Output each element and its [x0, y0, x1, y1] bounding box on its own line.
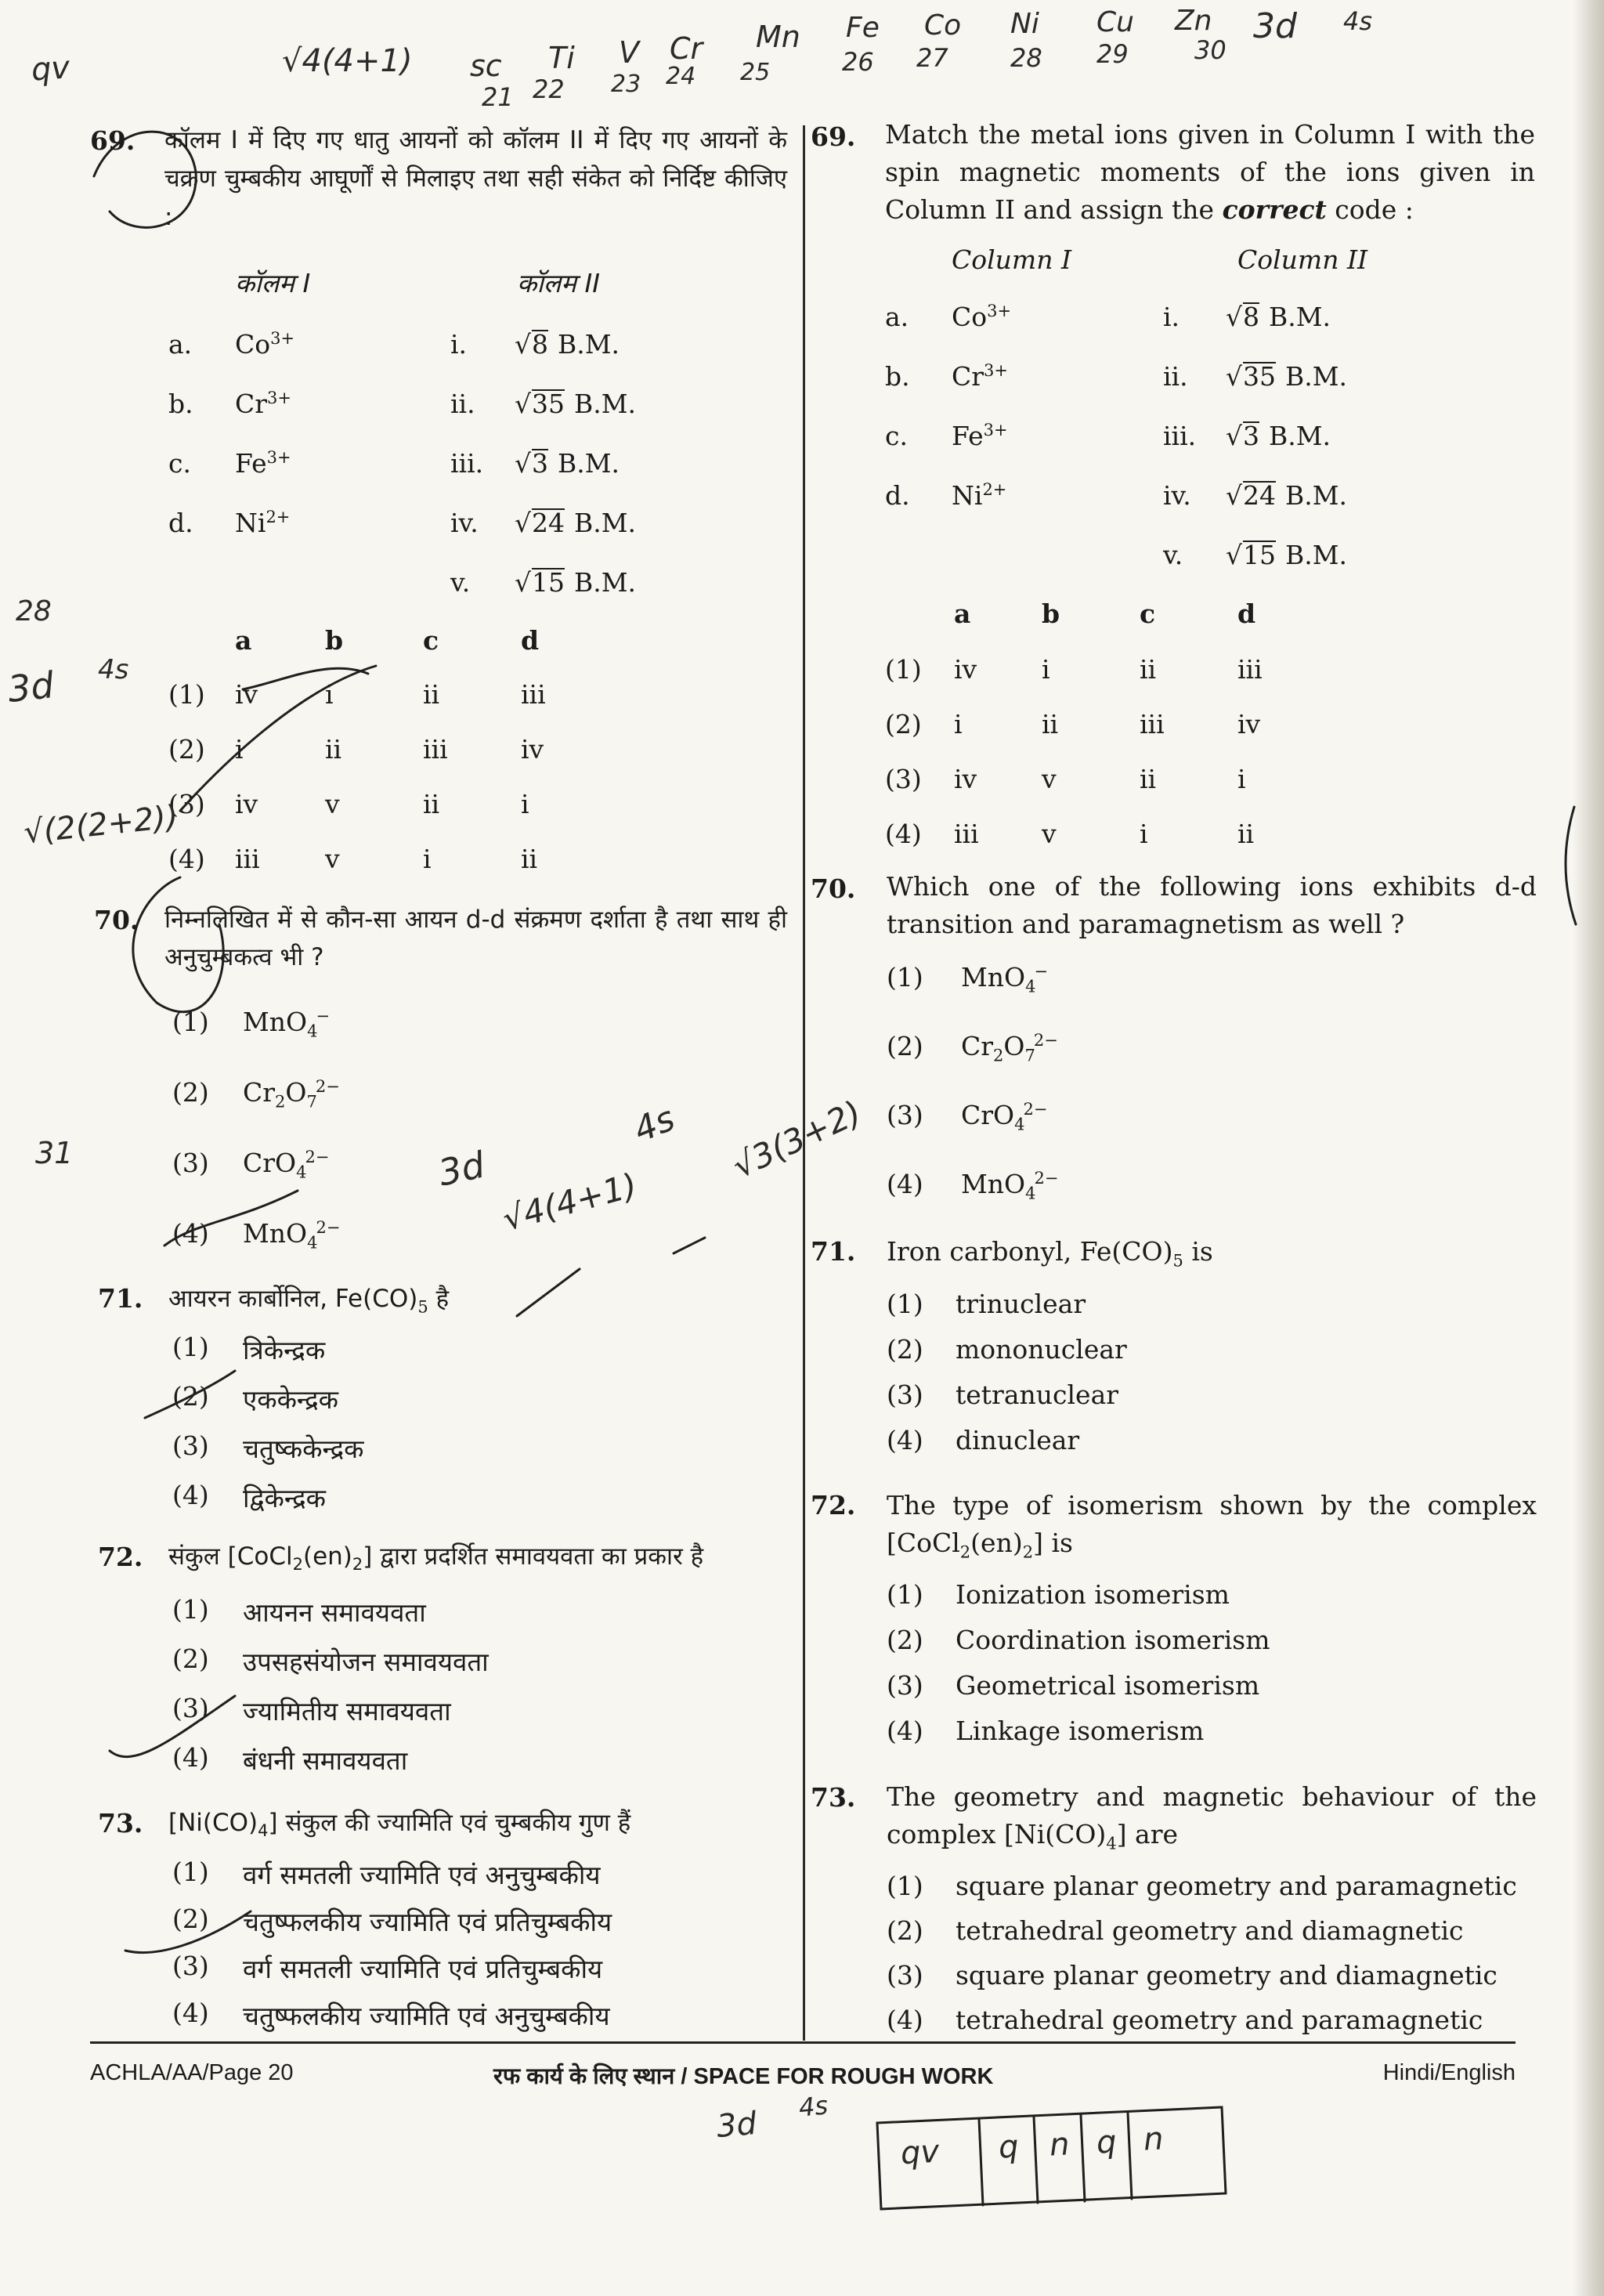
- row-letter: c.: [168, 448, 191, 479]
- option-number: (3): [887, 1960, 923, 1990]
- formula-part: O: [285, 1077, 307, 1108]
- handwritten-note: 28: [16, 595, 52, 627]
- sqrt-value: 24: [1243, 480, 1277, 511]
- formula-sub: 4: [1025, 1184, 1036, 1203]
- option-code: iv: [521, 734, 544, 765]
- tick-mark: [125, 1911, 251, 1953]
- handwritten-note: 23: [611, 71, 641, 98]
- sqrt-sign: √: [515, 508, 532, 538]
- option-text: चतुष्ककेन्द्रक: [243, 1434, 364, 1464]
- handwritten-note: 4s: [1343, 6, 1373, 36]
- question-number: 72.: [811, 1490, 856, 1520]
- option-number: (1): [172, 1857, 209, 1887]
- option-code: ii: [423, 789, 440, 819]
- option-text: Ionization isomerism: [956, 1579, 1230, 1610]
- tick-mark: [164, 1191, 298, 1246]
- ion-charge: 3+: [266, 448, 291, 467]
- bracket-mark: [1566, 807, 1576, 924]
- row-roman: i.: [1163, 302, 1180, 332]
- option-code: iii: [1140, 709, 1165, 739]
- option-number: (3): [887, 1670, 923, 1701]
- unit: B.M.: [1285, 480, 1348, 511]
- sqrt-value: 15: [532, 567, 565, 598]
- handwritten-note: Fe: [846, 12, 880, 44]
- handwritten-note: Zn: [1175, 5, 1212, 37]
- handwritten-note: q: [997, 2128, 1020, 2166]
- option-text: आयनन समावयवता: [243, 1597, 426, 1628]
- handwritten-note: 4s: [98, 654, 129, 685]
- option-code: iii: [521, 679, 546, 710]
- row-roman: iii.: [450, 448, 484, 479]
- option-code: i: [423, 844, 432, 874]
- option-number: (4): [172, 1998, 209, 2028]
- option-text: Coordination isomerism: [956, 1625, 1270, 1655]
- formula-part: MnO: [243, 1007, 308, 1037]
- option-text: dinuclear: [956, 1425, 1080, 1455]
- row-letter: a.: [885, 302, 909, 332]
- handwritten-note: 3d: [435, 1143, 489, 1195]
- code-header: d: [1237, 598, 1256, 629]
- tick-mark: [243, 668, 368, 689]
- ion-symbol: Fe: [952, 421, 984, 451]
- option-code: ii: [1140, 654, 1157, 685]
- formula-sub: 4: [307, 1233, 318, 1253]
- sqrt-value: 15: [1243, 540, 1277, 570]
- slash-mark: [517, 1269, 580, 1316]
- option-number: (4): [172, 1480, 209, 1510]
- row-roman: i.: [450, 329, 468, 360]
- handwritten-note: 25: [740, 59, 771, 86]
- option-number: (1): [885, 654, 922, 685]
- option-text: tetrahedral geometry and paramagnetic: [956, 2005, 1483, 2035]
- handwritten-note: 26: [842, 47, 874, 77]
- ion-symbol: Ni: [235, 508, 266, 538]
- handwritten-note: √4(4+1): [282, 43, 413, 79]
- option-code: ii: [521, 844, 538, 874]
- code-header: b: [325, 625, 344, 656]
- slash-mark: [674, 1238, 705, 1253]
- row-roman: iv.: [1163, 480, 1191, 511]
- question-number: 70.: [94, 905, 139, 935]
- option-text: mononuclear: [956, 1334, 1127, 1365]
- option-number: (1): [887, 1871, 923, 1901]
- option-number: (1): [887, 1579, 923, 1610]
- code-header: a: [235, 625, 252, 656]
- formula-part: CrO: [243, 1148, 297, 1178]
- formula-part: MnO: [961, 962, 1026, 993]
- formula-sub: 7: [1024, 1046, 1035, 1065]
- question-text: Which one of the following ions exhibits d-d transition and paramagnetism as well ?: [887, 871, 1537, 939]
- code-header: c: [423, 625, 439, 656]
- formula-sub: 4: [1025, 977, 1036, 996]
- formula-charge: −: [1034, 962, 1049, 981]
- option-number: (2): [172, 1077, 209, 1108]
- question-text: The type of isomerism shown by the complex $[CoCl_2(en)_2]$ is: [887, 1490, 1537, 1562]
- option-text: trinuclear: [956, 1289, 1086, 1319]
- option-code: iv: [954, 764, 977, 794]
- option-number: (1): [172, 1594, 209, 1625]
- handwritten-note: 27: [916, 43, 948, 73]
- column-heading: कॉलम II: [517, 268, 600, 298]
- option-number: (2): [887, 1031, 923, 1061]
- option-text: उपसहसंयोजन समावयवता: [243, 1647, 489, 1677]
- handwritten-note: Ti: [548, 41, 575, 75]
- handwritten-note: 28: [1010, 43, 1042, 73]
- option-number: (3): [172, 1148, 209, 1178]
- unit: B.M.: [1285, 540, 1348, 570]
- formula-charge: 2−: [1034, 1169, 1059, 1188]
- handwritten-note: 22: [533, 74, 565, 104]
- option-number: (2): [887, 1334, 923, 1365]
- row-roman: iv.: [450, 508, 479, 538]
- row-roman: iii.: [1163, 421, 1197, 451]
- option-number: (4): [168, 844, 205, 874]
- option-number: (3): [172, 1693, 209, 1723]
- ion-symbol: Cr: [235, 389, 268, 419]
- option-number: (3): [887, 1100, 923, 1130]
- handwritten-note: qv: [899, 2133, 941, 2172]
- column-heading: Column II: [1237, 244, 1368, 275]
- handwritten-note: Mn: [756, 20, 800, 54]
- unit: B.M.: [1269, 421, 1331, 451]
- option-code: v: [1042, 819, 1057, 849]
- answer-box: [877, 2107, 1226, 2209]
- handwritten-note: 3d: [5, 663, 56, 710]
- ion-symbol: Cr: [952, 361, 984, 392]
- option-code: i: [521, 789, 529, 819]
- option-number: (2): [887, 1625, 923, 1655]
- handwritten-note: √3(3+2): [726, 1093, 868, 1186]
- option-number: (4): [172, 1742, 209, 1773]
- formula-sub: 4: [1014, 1115, 1025, 1134]
- sqrt-value: 24: [532, 508, 565, 538]
- option-code: ii: [423, 679, 440, 710]
- option-number: (3): [172, 1430, 209, 1461]
- ion-charge: 2+: [266, 508, 291, 526]
- option-number: (3): [172, 1951, 209, 1981]
- footer-rough-work: रफ कार्य के लिए स्थान / SPACE FOR ROUGH WORK: [493, 2064, 994, 2089]
- tick-mark: [110, 1696, 235, 1757]
- option-number: (3): [168, 789, 205, 819]
- formula-sub: 4: [307, 1021, 318, 1041]
- option-code: iv: [1237, 709, 1261, 739]
- formula-charge: 2−: [305, 1148, 330, 1166]
- option-number: (1): [172, 1332, 209, 1362]
- unit: B.M.: [574, 508, 637, 538]
- option-code: i: [1042, 654, 1050, 685]
- option-text: square planar geometry and diamagnetic: [956, 1960, 1497, 1990]
- formula-charge: 2−: [1033, 1031, 1058, 1050]
- option-text: चतुष्फलकीय ज्यामिति एवं प्रतिचुम्बकीय: [243, 1907, 612, 1937]
- option-number: (3): [885, 764, 922, 794]
- formula-part: CrO: [961, 1100, 1015, 1130]
- unit: B.M.: [574, 567, 637, 598]
- option-code: ii: [325, 734, 342, 765]
- handwritten-note: 3d: [1253, 6, 1297, 46]
- tick-mark: [180, 666, 376, 811]
- ion-symbol: Co: [235, 329, 271, 360]
- ion-charge: 3+: [983, 421, 1008, 439]
- option-number: (4): [887, 1716, 923, 1746]
- formula-part: MnO: [961, 1169, 1026, 1199]
- footer-page-code: ACHLA/AA/Page 20: [90, 2060, 294, 2085]
- ion-charge: 3+: [984, 361, 1008, 380]
- question-number: 72.: [98, 1542, 143, 1572]
- handwritten-note: 24: [666, 63, 696, 90]
- sqrt-sign: √: [1226, 361, 1243, 392]
- option-number: (2): [887, 1915, 923, 1946]
- formula-charge: −: [316, 1007, 331, 1025]
- question-number: 69.: [90, 125, 135, 156]
- sqrt-value: 35: [532, 389, 565, 419]
- handwritten-note: 21: [482, 82, 514, 112]
- sqrt-sign: √: [515, 448, 532, 479]
- question-text: आयरन कार्बोनिल, $Fe(CO)_5$ है: [168, 1285, 450, 1317]
- sqrt-value: 3: [532, 448, 549, 479]
- option-number: (1): [168, 679, 205, 710]
- code-header: c: [1140, 598, 1156, 629]
- unit: B.M.: [558, 448, 620, 479]
- option-text: tetranuclear: [956, 1379, 1119, 1410]
- ion-symbol: Fe: [235, 448, 267, 479]
- question-number: 71.: [98, 1283, 143, 1314]
- formula-part: MnO: [243, 1218, 308, 1249]
- handwritten-note: Cu: [1096, 6, 1134, 38]
- tick-mark: [145, 1371, 235, 1418]
- sqrt-value: 8: [1243, 302, 1260, 332]
- sqrt-sign: √: [1226, 421, 1243, 451]
- option-code: i: [1237, 764, 1246, 794]
- option-text: tetrahedral geometry and diamagnetic: [956, 1915, 1464, 1946]
- option-text: त्रिकेन्द्रक: [243, 1335, 326, 1365]
- question-text: निम्नलिखित में से कौन-सा आयन d-d संक्रमण दर्शाता है तथा साथ ही अनुचुम्बकत्व भी ?: [164, 906, 787, 971]
- handwritten-note: 29: [1096, 39, 1129, 69]
- option-code: i: [325, 679, 334, 710]
- option-text: वर्ग समतली ज्यामिति एवं प्रतिचुम्बकीय: [243, 1954, 603, 1984]
- formula-sub: 7: [306, 1092, 317, 1112]
- option-text: बंधनी समावयवता: [243, 1745, 408, 1776]
- formula-sub: 2: [993, 1046, 1004, 1065]
- sqrt-value: 8: [532, 329, 549, 360]
- row-roman: ii.: [450, 389, 475, 419]
- option-text: एककेन्द्रक: [243, 1384, 339, 1415]
- option-code: iv: [235, 679, 258, 710]
- formula-charge: 2−: [1023, 1100, 1048, 1119]
- option-number: (2): [168, 734, 205, 765]
- handwritten-note: sc: [470, 49, 502, 83]
- option-text: ज्यामितीय समावयवता: [243, 1696, 451, 1727]
- option-code: iv: [235, 789, 258, 819]
- sqrt-sign: √: [1226, 540, 1243, 570]
- sqrt-value: 35: [1243, 361, 1277, 392]
- code-header: a: [954, 598, 971, 629]
- column-heading: Column I: [952, 244, 1071, 275]
- code-header: d: [521, 625, 540, 656]
- formula-sub: 4: [296, 1162, 307, 1182]
- option-number: (4): [887, 1425, 923, 1455]
- handwritten-note: √4(4+1): [498, 1166, 641, 1238]
- option-text: वर्ग समतली ज्यामिति एवं अनुचुम्बकीय: [243, 1860, 601, 1890]
- option-number: (2): [885, 709, 922, 739]
- option-number: (1): [172, 1007, 209, 1037]
- option-number: (4): [887, 1169, 923, 1199]
- option-text: द्विकेन्द्रक: [243, 1483, 326, 1513]
- unit: B.M.: [1269, 302, 1331, 332]
- option-code: v: [325, 789, 340, 819]
- option-number: (4): [885, 819, 922, 849]
- option-text: Geometrical isomerism: [956, 1670, 1260, 1701]
- handwritten-note: n: [1048, 2126, 1071, 2164]
- footer-language: Hindi/English: [1382, 2060, 1515, 2085]
- option-number: (2): [172, 1381, 209, 1412]
- handwritten-note: Ni: [1010, 8, 1039, 40]
- handwritten-note: Co: [924, 9, 962, 42]
- question-number: 73.: [811, 1782, 856, 1813]
- formula-charge: 2−: [315, 1077, 340, 1096]
- ion-charge: 3+: [267, 389, 291, 407]
- handwritten-note: 31: [35, 1136, 74, 1170]
- handwritten-note: 4s: [628, 1098, 681, 1151]
- handwritten-note: Cr: [670, 31, 703, 66]
- option-code: v: [325, 844, 340, 874]
- handwritten-note: 4s: [797, 2090, 829, 2123]
- question-number: 70.: [811, 873, 856, 904]
- sqrt-sign: √: [1226, 302, 1243, 332]
- formula-part: Cr: [243, 1077, 276, 1108]
- option-code: ii: [1140, 764, 1157, 794]
- sqrt-sign: √: [515, 329, 532, 360]
- question-text: कॉलम I में दिए गए धातु आयनों को कॉलम II में दिए गए आयनों के चक्रण चुम्बकीय आघूर्णों से मिलाइए तथा सही संकेत को निर्दिष्ट कीजिए :: [164, 126, 787, 231]
- sqrt-sign: √: [515, 389, 532, 419]
- circle-mark: [133, 877, 223, 1012]
- handwritten-note: √(2(2+2)): [22, 798, 180, 852]
- ion-symbol: Ni: [952, 480, 983, 511]
- handwritten-note: q: [1095, 2124, 1118, 2161]
- row-roman: v.: [1163, 540, 1183, 570]
- option-text: square planar geometry and paramagnetic: [956, 1871, 1517, 1901]
- handwritten-note: 3d: [715, 2105, 758, 2146]
- question-text: Match the metal ions given in Column I with the spin magnetic moments of the ions given in Column II and assign the correct code :: [885, 119, 1535, 225]
- option-number: (1): [887, 1289, 923, 1319]
- ion-charge: 3+: [987, 302, 1012, 320]
- option-code: iv: [954, 654, 977, 685]
- formula-sub: 2: [275, 1092, 286, 1112]
- option-code: ii: [1237, 819, 1255, 849]
- option-text: Linkage isomerism: [956, 1716, 1205, 1746]
- option-number: (3): [887, 1379, 923, 1410]
- question-text: $[Ni(CO)_4]$ संकुल की ज्यामिति एवं चुम्बकीय गुण हैं: [168, 1809, 631, 1841]
- sqrt-sign: √: [1226, 480, 1243, 511]
- formula-charge: 2−: [316, 1218, 341, 1237]
- unit: B.M.: [574, 389, 637, 419]
- ion-charge: 3+: [270, 329, 295, 348]
- row-letter: d.: [168, 508, 193, 538]
- option-code: i: [1140, 819, 1148, 849]
- handwritten-note: 30: [1194, 35, 1226, 65]
- handwritten-note: n: [1142, 2121, 1165, 2158]
- column-heading: कॉलम I: [235, 268, 311, 298]
- question-number: 71.: [811, 1236, 856, 1267]
- row-letter: d.: [885, 480, 910, 511]
- row-roman: ii.: [1163, 361, 1188, 392]
- option-number: (4): [172, 1218, 209, 1249]
- option-number: (4): [887, 2005, 923, 2035]
- handwritten-note: qv: [30, 49, 71, 89]
- circle-mark: [94, 132, 196, 227]
- option-code: iii: [1237, 654, 1263, 685]
- formula-part: Cr: [961, 1031, 994, 1061]
- ion-charge: 2+: [982, 480, 1007, 499]
- option-code: iii: [954, 819, 979, 849]
- row-letter: c.: [885, 421, 908, 451]
- option-code: i: [235, 734, 244, 765]
- option-code: iii: [423, 734, 448, 765]
- row-roman: v.: [450, 567, 471, 598]
- ion-symbol: Co: [952, 302, 988, 332]
- question-text: संकुल $[CoCl_2(en)_2]$ द्वारा प्रदर्शित समावयवता का प्रकार है: [168, 1542, 704, 1575]
- question-number: 69.: [811, 121, 856, 152]
- question-number: 73.: [98, 1808, 143, 1839]
- unit: B.M.: [558, 329, 620, 360]
- option-code: iii: [235, 844, 260, 874]
- sqrt-sign: √: [515, 567, 532, 598]
- code-header: b: [1042, 598, 1060, 629]
- option-number: (2): [172, 1904, 209, 1934]
- question-text: Iron carbonyl, $Fe(CO)_5$ is: [887, 1236, 1213, 1271]
- row-letter: a.: [168, 329, 193, 360]
- sqrt-value: 3: [1243, 421, 1260, 451]
- option-number: (2): [172, 1643, 209, 1674]
- option-code: i: [954, 709, 963, 739]
- option-number: (1): [887, 962, 923, 993]
- option-code: v: [1042, 764, 1057, 794]
- option-text: चतुष्फलकीय ज्यामिति एवं अनुचुम्बकीय: [243, 2001, 610, 2031]
- option-code: ii: [1042, 709, 1059, 739]
- question-text: The geometry and magnetic behaviour of the complex $[Ni(CO)_4]$ are: [887, 1781, 1537, 1853]
- row-letter: b.: [168, 389, 193, 419]
- handwritten-note: V: [619, 35, 639, 70]
- row-letter: b.: [885, 361, 910, 392]
- unit: B.M.: [1285, 361, 1348, 392]
- formula-part: O: [1003, 1031, 1025, 1061]
